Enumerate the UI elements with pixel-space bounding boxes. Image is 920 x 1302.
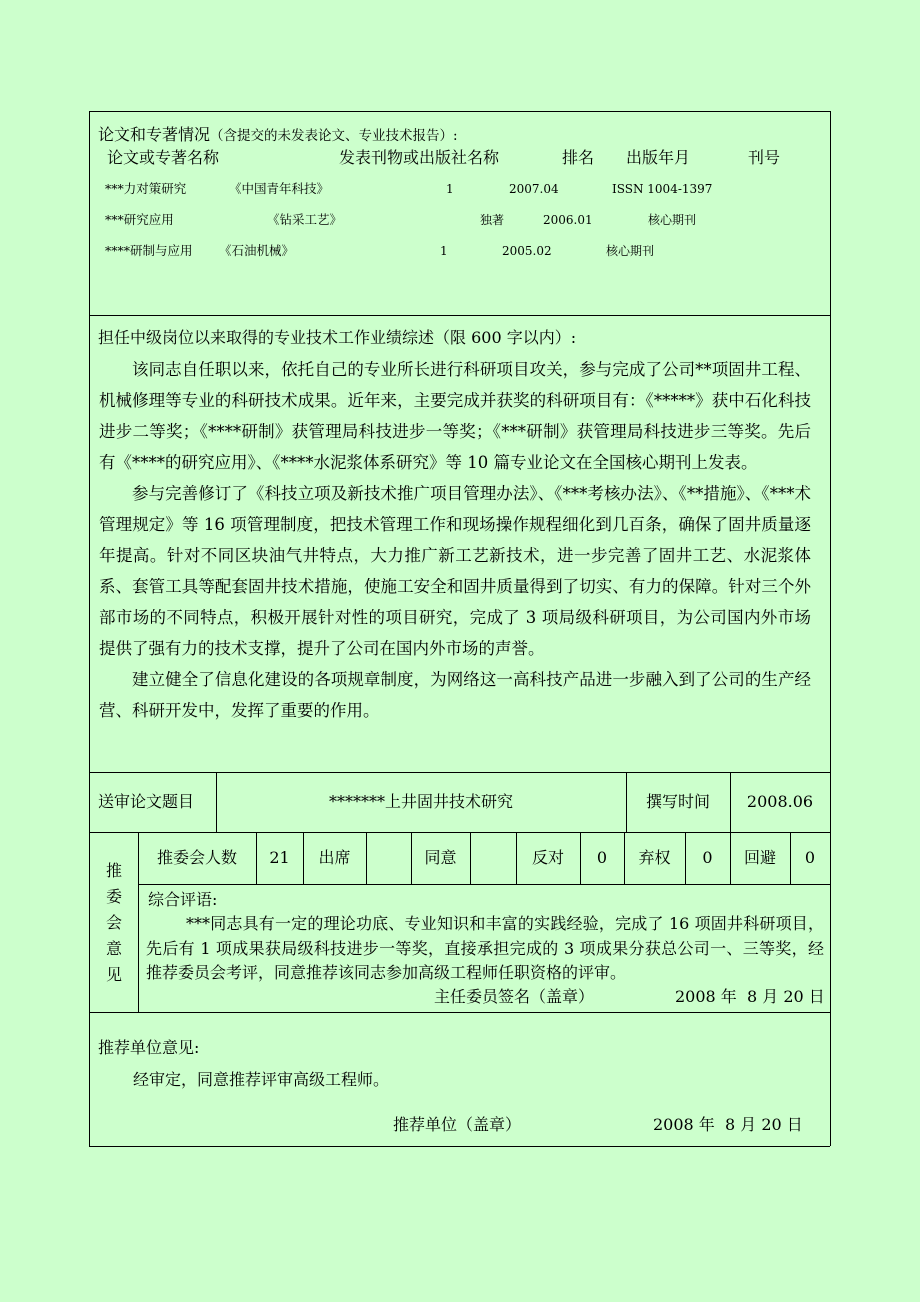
unit-label: 推荐单位意见:	[98, 1038, 200, 1057]
papers-col-date: 出版年月	[626, 148, 691, 167]
paper-date: 2007.04	[509, 182, 559, 196]
paper-title: ****研制与应用	[105, 243, 193, 258]
summary-paragraph: 该同志自任职以来，依托自己的专业所长进行科研项目攻关，参与完成了公司**项固井工程、机械修理等专业的科研技术成果。近年来，主要完成并获奖的科研项目有：《*****》获中石化科技进步二等奖；《****研制》获管理局科技进步一等奖；《***研制》获管理局科技进步三等奖。先后有《****的研究应用》、《****水泥浆体系研究》等 10 篇专业论文在全国核心期刊上发表。	[99, 360, 811, 472]
papers-col-publisher: 发表刊物或出版社名称	[339, 148, 500, 167]
paper-issn: 核心期刊	[606, 244, 655, 258]
papers-heading	[98, 125, 458, 146]
paper-title: ***研究应用	[105, 212, 174, 227]
committee-comment-label: 综合评语:	[148, 890, 218, 909]
thesis-time-value: 2008.06	[746, 792, 814, 811]
border-top	[89, 111, 830, 112]
unit-sign-date: 2008 年 8 月 20 日	[653, 1115, 803, 1134]
border-left	[89, 111, 90, 1146]
papers-heading-text: 论文和专著情况	[98, 125, 211, 144]
committee-side-label: 推委会意见	[105, 861, 122, 984]
committee-members-value: 21	[269, 848, 290, 867]
committee-sign-date: 2008 年 8 月 20 日	[675, 987, 825, 1006]
thesis-label: 送审论文题目	[98, 792, 195, 811]
paper-publisher: 《钻采工艺》	[267, 212, 343, 227]
committee-comment	[146, 912, 824, 986]
border-right	[830, 111, 831, 1146]
paper-date: 2006.01	[543, 213, 593, 227]
paper-rank: 1	[446, 182, 454, 196]
summary-heading	[98, 328, 576, 348]
committee-oppose-label: 反对	[531, 848, 564, 867]
divider-committee	[89, 1012, 830, 1013]
paper-rank: 1	[440, 244, 448, 258]
committee-sign-label: 主任委员签名（盖章）	[434, 987, 595, 1006]
thesis-title: *******上井固井技术研究	[328, 792, 513, 811]
committee-col-3	[366, 832, 367, 884]
paper-issn: ISSN 1004-1397	[612, 182, 713, 196]
committee-comment-text: ***同志具有一定的理论功底、专业知识和丰富的实践经验，完成了 16 项固井科研项目，先后有 1 项成果获局级科技进步一等奖，直接承担完成的 3 项成果分获总公司一、三等奖，经推荐委员会考评，同意推荐该同志参加高级工程师任职资格的评审。	[146, 914, 824, 982]
unit-opinion: 经审定，同意推荐评审高级工程师。	[133, 1070, 390, 1089]
paper-date: 2005.02	[502, 244, 552, 258]
paper-publisher: 《石油机械》	[219, 243, 295, 258]
paper-publisher: 《中国青年科技》	[229, 181, 330, 196]
summary-heading-note: （限 600 字以内）:	[434, 328, 577, 347]
committee-present-label: 出席	[318, 848, 351, 867]
paper-title: ***力对策研究	[105, 181, 187, 196]
committee-col-5	[470, 832, 471, 884]
divider-summary	[89, 772, 830, 773]
paper-rank: 独著	[480, 213, 505, 227]
unit-sign-label: 推荐单位（盖章）	[393, 1115, 522, 1134]
papers-col-issn: 刊号	[748, 148, 781, 167]
papers-heading-note: （含提交的未发表论文、专业技术报告）:	[210, 128, 458, 144]
committee-recuse-value: 0	[804, 848, 816, 867]
papers-col-rank: 排名	[562, 148, 595, 167]
committee-abstain-label: 弃权	[638, 848, 671, 867]
committee-oppose-value: 0	[596, 848, 608, 867]
committee-abstain-value: 0	[702, 848, 713, 867]
papers-col-title: 论文或专著名称	[107, 148, 220, 167]
paper-issn: 核心期刊	[648, 213, 697, 227]
summary-paragraph: 建立健全了信息化建设的各项规章制度，为网络这一高科技产品进一步融入到了公司的生产经营、科研开发中，发挥了重要的作用。	[99, 670, 811, 720]
summary-paragraph: 参与完善修订了《科技立项及新技术推广项目管理办法》、《***考核办法》、《**措施》、《***术管理规定》等 16 项管理制度，把技术管理工作和现场操作规程细化到几百条，确保了固井质量逐年提高。针对不同区块油气井特点，大力推广新工艺新技术，进一步完善了固井工艺、水泥浆体系、套管工具等配套固井技术措施，使施工安全和固井质量得到了切实、有力的保障。针对三个外部市场的不同特点，积极开展针对性的项目研究，完成了 3 项局级科研项目，为公司国内外市场提供了强有力的技术支撑，提升了公司在国内外市场的声誉。	[99, 484, 811, 658]
committee-recuse-label: 回避	[743, 848, 776, 867]
committee-agree-label: 同意	[424, 848, 457, 867]
thesis-time-label: 撰写时间	[645, 792, 710, 811]
divider-committee-counts	[138, 884, 830, 885]
committee-members-label: 推委会人数	[156, 848, 237, 867]
divider-papers	[89, 315, 830, 316]
divider-thesis	[89, 832, 830, 833]
border-bottom	[89, 1146, 830, 1147]
summary-heading-text: 担任中级岗位以来取得的专业技术工作业绩综述	[98, 328, 435, 347]
summary-body	[99, 354, 811, 726]
